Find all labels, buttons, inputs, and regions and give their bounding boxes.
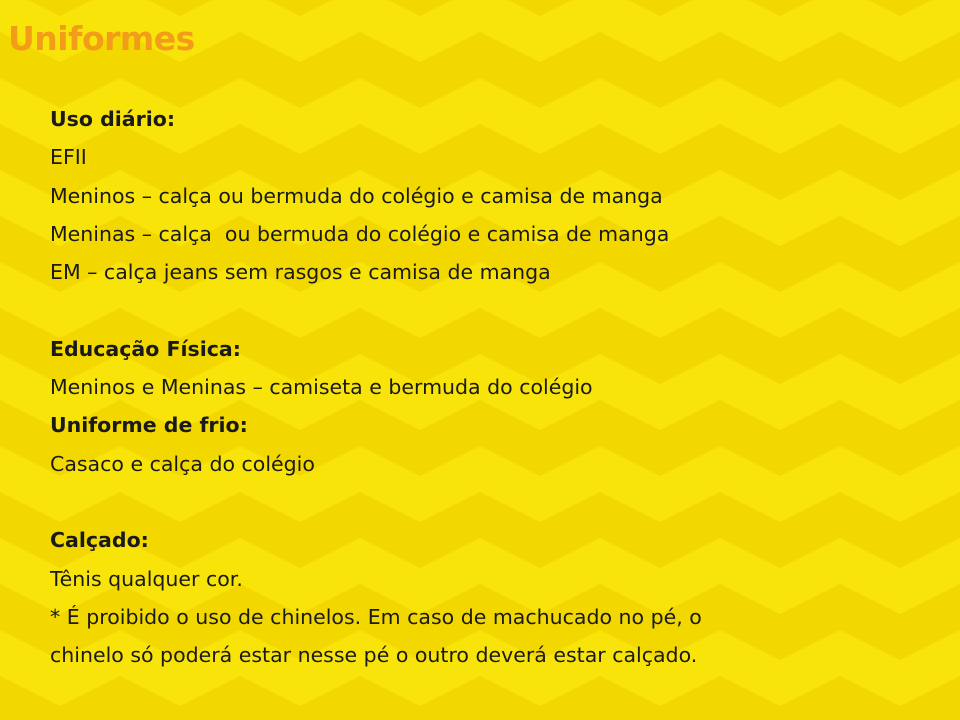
daily-use-heading: Uso diário:	[50, 107, 176, 131]
cold-uniform-heading: Uniforme de frio:	[50, 413, 248, 438]
daily-use-line: Meninas – calça ou bermuda do colégio e camisa de manga	[50, 221, 670, 246]
daily-use-line: EM – calça jeans sem rasgos e camisa de manga	[50, 260, 551, 285]
chevron-stripe	[0, 676, 960, 720]
daily-use-line: Meninos – calça ou bermuda do colégio e camisa de manga	[50, 183, 663, 208]
cold-uniform-line: Casaco e calça do colégio	[50, 451, 315, 476]
content-text	[50, 100, 950, 674]
pe-heading: Educação Física:	[50, 336, 241, 361]
footwear-heading: Calçado:	[50, 528, 149, 553]
footwear-line: * É proibido o uso de chinelos. Em caso de machucado no pé, o	[50, 604, 702, 629]
spacer	[50, 483, 950, 521]
footwear-line: Tênis qualquer cor.	[50, 566, 243, 591]
daily-use-line: EFII	[50, 145, 87, 170]
pe-line: Meninos e Meninas – camiseta e bermuda do colégio	[50, 375, 593, 400]
footwear-line: chinelo só poderá estar nesse pé o outro deverá estar calçado.	[50, 643, 698, 668]
slide-title: Uniformes	[8, 19, 195, 58]
spacer	[50, 291, 950, 329]
